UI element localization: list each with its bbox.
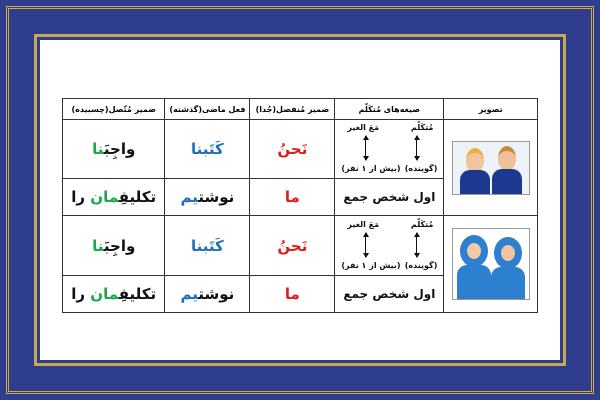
mottasel-tail: را <box>71 285 91 303</box>
boy-figure <box>459 142 491 194</box>
diagram-motakallem: مُتکَلّم <box>410 123 434 132</box>
header-monfasel: ضمیر مُنفصل(جُدا) <box>250 99 335 120</box>
mottasel-mid: مان <box>90 285 119 303</box>
table-row <box>63 120 538 179</box>
sige-diagram-cell <box>335 120 444 179</box>
diagram-gooyande: (گوینده) <box>404 164 438 173</box>
header-mottasel: ضمیر مُتّصل(چسبیده) <box>63 99 165 120</box>
sige-cell: اول شخص جمع <box>335 276 444 313</box>
diagram-bish: (بیش از ۱ نفر) <box>341 164 401 173</box>
sige-diagram <box>341 121 437 177</box>
sige-diagram <box>341 218 437 274</box>
monfasel-cell: ما <box>250 179 335 216</box>
fel-cell: کَتَبنا <box>165 120 250 179</box>
diagram-bish: (بیش از ۱ نفر) <box>341 260 401 270</box>
fel-base: نوشت <box>198 285 235 303</box>
fel-cell <box>165 179 250 216</box>
mottasel-tail: را <box>71 188 91 206</box>
image-cell-boys <box>444 120 538 216</box>
mottasel-base: واجِبَ <box>103 236 136 255</box>
mottasel-cell <box>63 276 165 313</box>
diagram-gooyande: (گوینده) <box>404 260 438 270</box>
mottasel-base: واجِبَ <box>103 140 136 158</box>
monfasel-cell: نَحنُ <box>250 216 335 276</box>
girl-figure <box>457 229 491 299</box>
fel-cell: کَتَبنا <box>165 216 250 276</box>
monfasel-cell: ما <box>250 276 335 313</box>
double-arrow-icon <box>416 136 417 160</box>
diagram-ma-al-gheir: مَعَ الغیر <box>347 219 380 229</box>
boys-photo <box>452 141 530 195</box>
header-image: تصویر <box>444 99 538 120</box>
mottasel-prefix: تکلیفِ <box>118 285 157 303</box>
header-fel-mazi: فعل ماضی(گذشته) <box>165 99 250 120</box>
sige-diagram-cell <box>335 216 444 276</box>
double-arrow-icon <box>365 136 366 160</box>
girls-photo <box>452 228 530 300</box>
sige-cell: اول شخص جمع <box>335 179 444 216</box>
mottasel-cell <box>63 120 165 179</box>
diagram-motakallem: مُتکَلّم <box>410 219 434 229</box>
mottasel-mid: مان <box>90 188 119 206</box>
fel-suffix: یم <box>180 285 199 303</box>
fel-suffix: یم <box>180 188 199 206</box>
fel-cell <box>165 276 250 313</box>
double-arrow-icon <box>365 233 366 257</box>
image-cell-girls <box>444 216 538 313</box>
fel-base: نوشت <box>198 188 235 206</box>
mottasel-cell <box>63 216 165 276</box>
mottasel-prefix: تکلیفِ <box>118 188 157 206</box>
mottasel-suffix: نا <box>92 236 104 255</box>
girl-figure <box>491 229 525 299</box>
pronoun-table <box>62 98 538 313</box>
mottasel-suffix: نا <box>92 140 104 158</box>
diagram-ma-al-gheir: مَعَ الغیر <box>347 123 380 132</box>
header-sige: صیغه‌های مُتکَلّم <box>335 99 444 120</box>
mottasel-cell <box>63 179 165 216</box>
table-header-row <box>63 99 538 120</box>
double-arrow-icon <box>416 233 417 257</box>
monfasel-cell: نَحنُ <box>250 120 335 179</box>
boy-figure <box>491 142 523 194</box>
table-row <box>63 216 538 276</box>
